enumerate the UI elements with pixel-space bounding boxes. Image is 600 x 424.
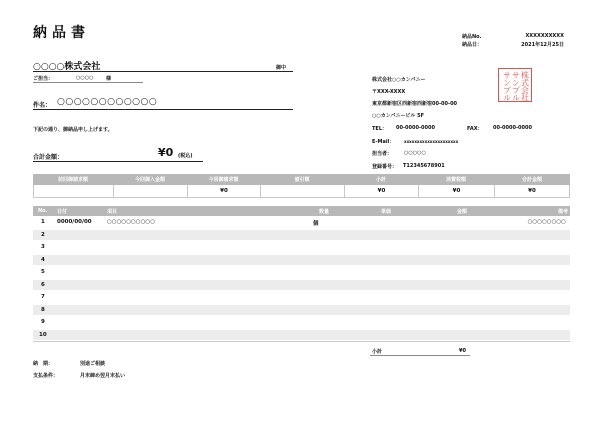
summary-header-cell: 消費税額 [445,177,466,183]
issuer-email: xxxxxxxxxxxxxxxxxxxxx [404,139,459,144]
row-qty-unit: 個 [313,221,319,227]
issuer-staff: ○○○○○ [404,150,426,156]
subject-underline [33,109,293,110]
items-header-item: 項目 [107,209,118,215]
subtotal-label: 小計 [372,349,383,355]
issuer-fax: 00-0000-0000 [493,125,532,131]
issuer-reg: T12345678901 [403,163,445,169]
summary-value-cell [114,185,188,197]
subject-label: 件名： [33,102,52,109]
summary-value-cell: ¥0 [188,185,261,197]
table-row [33,292,570,303]
subject-value: ○○○○○○○○○○○○ [57,97,158,107]
items-header-amount: 金額 [457,209,468,215]
issuer-address2: ○○カンパニービル 5F [372,113,425,119]
total-value: ¥0 [158,146,174,159]
delivery-date-label: 納品日： [462,42,483,48]
delivery-message: 下記の通り、御納品申し上げます。 [33,127,113,133]
summary-value-cell [261,185,345,197]
company-seal-stamp [498,68,532,102]
table-row [33,330,570,341]
items-header-row [33,206,570,216]
row-no: 2 [41,231,45,238]
recipient-honorific: 御中 [276,65,287,71]
issuer-fax-label: FAX： [467,126,483,132]
summary-header-cell: 今回御入金額 [134,177,165,183]
payment-term-label: 支払条件： [33,373,59,379]
recipient-company: ○○○○株式会社 [33,62,101,72]
summary-header-cell: 小計 [375,177,386,183]
items-header-no: No. [38,208,48,214]
issuer-postal: 〒XXX-XXXX [372,89,406,95]
row-no: 1 [41,219,45,225]
person-label: ご担当： [33,76,54,82]
delivery-no-label: 納品No. [462,34,482,40]
items-table-bottom-line [33,341,570,342]
row-item: ○○○○○○○○○○ [107,219,155,225]
person-name: ○○○○ [76,75,94,81]
row-no: 7 [41,294,45,300]
summary-header-cell: 値引額 [294,177,310,183]
summary-value-cell: ¥0 [345,185,419,197]
row-date: 0000/00/00 [57,219,92,225]
issuer-address1: 東京都新宿区西新宿西新宿00-00-00 [372,101,458,107]
delivery-date-value: 2021年12月25日 [521,42,564,48]
summary-value-row [33,185,570,198]
items-header-note: 備考 [558,209,569,215]
table-row [33,317,570,328]
seal-text-col-2: サンプル [511,71,521,101]
table-row [33,242,570,253]
subtotal-underline [370,355,470,356]
summary-value-cell: ¥0 [528,188,536,194]
seal-text-col-3: サンプル [502,71,512,101]
issuer-reg-label: 登録番号： [372,164,398,170]
total-underline [33,161,203,162]
total-tax-note: (税込) [178,153,193,159]
summary-value-cell: ¥0 [419,185,495,197]
payment-term-value: 月末締め翌月末払い [80,373,126,379]
recipient-underline [33,71,293,72]
row-note: ○○○○○○○○ [527,219,566,225]
subtotal-value: ¥0 [459,348,466,354]
table-row [33,230,570,241]
row-no: 6 [41,281,45,288]
summary-header-cell: 今回御請求額 [208,177,239,183]
table-row [33,305,570,316]
person-underline [33,82,143,83]
summary-header-row [33,174,570,185]
person-suffix: 様 [106,76,112,82]
row-no: 9 [41,319,45,325]
total-label: 合計金額： [33,154,64,161]
items-header-date: 日付 [57,209,68,215]
summary-value-cell [34,185,114,197]
row-no: 5 [41,269,45,275]
row-no: 4 [41,256,45,263]
items-header-qty: 数量 [319,209,330,215]
summary-header-cell: 前回御請求額 [57,177,88,183]
issuer-email-label: E-Mail： [372,139,395,145]
items-header-unit-price: 単価 [381,209,392,215]
delivery-no-value: XXXXXXXXXX [525,33,564,39]
issuer-staff-label: 担当者： [372,151,393,157]
document-title: 納品書 [33,25,90,41]
summary-header-cell: 合計金額 [521,177,542,183]
delivery-term-value: 別途ご相談 [80,361,106,367]
seal-text-col-1: 株式会社 [520,71,530,101]
issuer-tel-label: TEL： [372,126,388,132]
table-row [33,255,570,266]
delivery-term-label: 納 期： [33,361,54,367]
row-no: 8 [41,306,45,313]
row-no: 10 [39,331,47,338]
issuer-company: 株式会社○○カンパニー [372,77,426,83]
row-no: 3 [41,244,45,250]
issuer-tel: 00-0000-0000 [396,125,435,131]
table-row [33,280,570,291]
table-row [33,267,570,278]
table-row [33,217,570,228]
